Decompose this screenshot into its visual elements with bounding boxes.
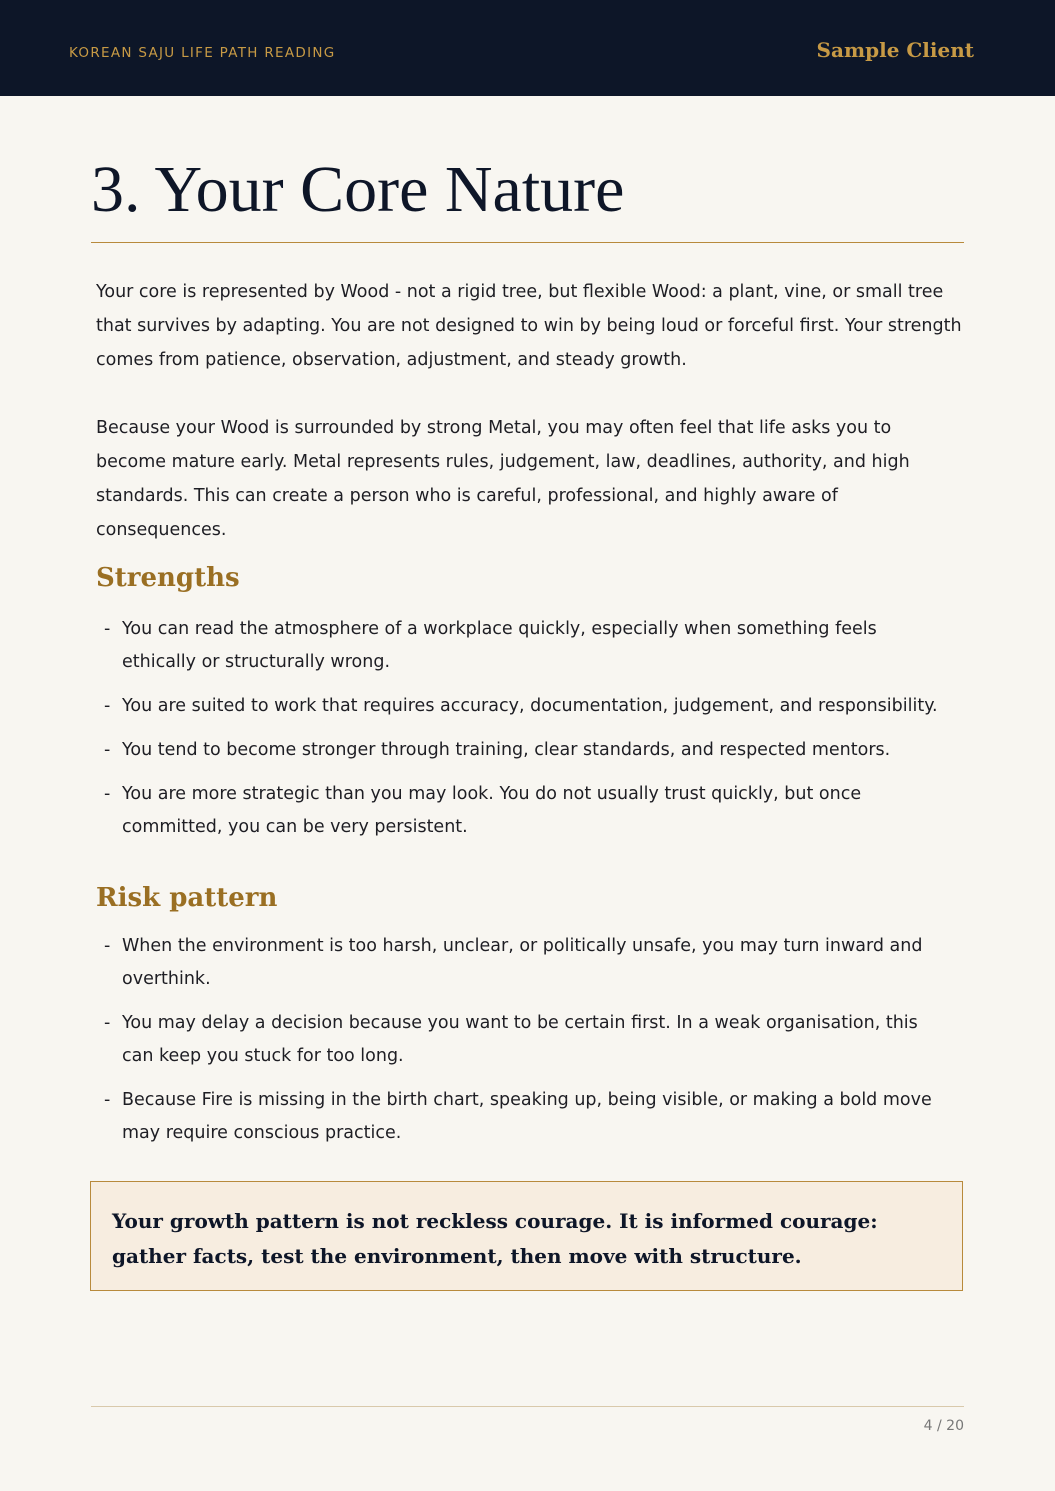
bullet-marker: - [104, 1013, 111, 1033]
client-name: Sample Client [816, 38, 974, 62]
report-label: KOREAN SAJU LIFE PATH READING [69, 45, 336, 61]
list-item [104, 778, 954, 844]
list-item [104, 613, 954, 679]
bullet-marker: - [104, 740, 111, 760]
footer-divider [91, 1406, 964, 1407]
bullet-text: You are more strategic than you may look. You do not usually trust quickly, but once committed, you can be very persistent. [122, 784, 862, 837]
list-item [104, 734, 954, 767]
bullet-marker: - [104, 936, 111, 956]
key-insight-callout [90, 1181, 963, 1291]
bullet-text: You can read the atmosphere of a workplace quickly, especially when something feels ethically or structurally wrong. [122, 619, 877, 672]
page-number: 4 / 20 [923, 1418, 964, 1434]
bullet-text: You tend to become stronger through training, clear standards, and respected mentors. [122, 740, 891, 760]
strengths-heading: Strengths [96, 563, 240, 593]
bullet-text: You are suited to work that requires accuracy, documentation, judgement, and responsibility. [122, 696, 938, 716]
list-item [104, 1007, 954, 1073]
bullet-marker: - [104, 784, 111, 804]
bullet-marker: - [104, 619, 111, 639]
risk-pattern-heading: Risk pattern [96, 883, 278, 913]
list-item [104, 1084, 954, 1150]
page-header [0, 0, 1055, 96]
page-title: 3. Your Core Nature [91, 153, 625, 226]
callout-text: Your growth pattern is not reckless courage. It is informed courage: gather facts, test the environment, then move with structure. [112, 1209, 878, 1268]
list-item [104, 690, 954, 723]
bullet-text: You may delay a decision because you want to be certain first. In a weak organisation, this can keep you stuck for too long. [122, 1013, 918, 1066]
strengths-list [104, 613, 954, 855]
intro-paragraph-2: Because your Wood is surrounded by strong Metal, you may often feel that life asks you to become mature early. Metal represents rules, judgement, law, deadlines, authority, and high standards. This can create a person who is careful, professional, and highly aware of consequences. [96, 418, 910, 540]
bullet-marker: - [104, 696, 111, 716]
title-divider [91, 242, 964, 243]
bullet-text: Because Fire is missing in the birth chart, speaking up, being visible, or making a bold move may require conscious practice. [122, 1090, 932, 1143]
risk-pattern-list [104, 930, 954, 1161]
bullet-marker: - [104, 1090, 111, 1110]
list-item [104, 930, 954, 996]
bullet-text: When the environment is too harsh, unclear, or politically unsafe, you may turn inward and overthink. [122, 936, 923, 989]
intro-paragraph-1: Your core is represented by Wood - not a rigid tree, but flexible Wood: a plant, vine, or small tree that survives by adapting. You are not designed to win by being loud or forceful first. Your strength comes from patience, observation, adjustment, and steady growth. [96, 282, 962, 370]
